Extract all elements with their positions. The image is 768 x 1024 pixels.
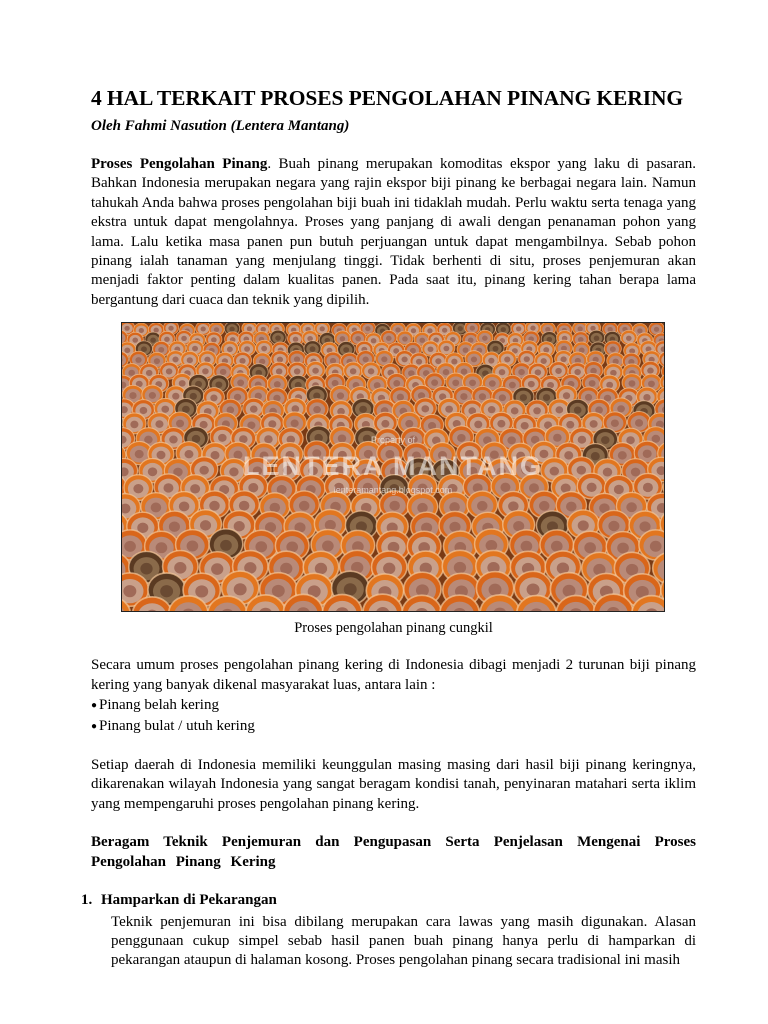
list-item: ● Pinang belah kering bbox=[91, 695, 696, 716]
numbered-item-heading bbox=[81, 891, 696, 910]
section-heading: Beragam Teknik Penjemuran dan Pengupasan Serta Penjelasan Mengenai Proses Pengolahan Pinang Kering bbox=[91, 834, 696, 870]
numbered-item-text: Teknik penjemuran ini bisa dibilang merupakan cara lawas yang masih digunakan. Alasan penggunaan cukup simpel sebab hasil panen buah pinang hanya perlu di hamparkan di pekarangan ataupun di halaman kosong. Proses pengolahan pinang secara tradisional ini masih bbox=[111, 913, 696, 969]
document-title: 4 HAL TERKAIT PROSES PENGOLAHAN PINANG KERING bbox=[91, 86, 684, 110]
intro-bold-term: Proses Pengolahan Pinang bbox=[91, 156, 268, 172]
item-title: Hamparkan di Pekarangan bbox=[101, 892, 277, 909]
general-paragraph: Secara umum proses pengolahan pinang kering di Indonesia dibagi menjadi 2 turunan biji pinang kering yang banyak dikenal masyarakat luas, antara lain : bbox=[91, 657, 696, 693]
watermark-top-text: Property of bbox=[370, 435, 416, 446]
areca-nut-photo bbox=[121, 322, 665, 612]
bullet-icon: ● bbox=[91, 721, 98, 733]
region-paragraph: Setiap daerah di Indonesia memiliki keunggulan masing masing dari hasil biji pinang keringnya, dikarenakan wilayah Indonesia yang sangat beragam kondisi tanah, penyinaran matahari serta iklim yang mempengaruhi proses pengolahan pinang kering. bbox=[91, 757, 696, 812]
watermark-url-text: lenteramantang.blogspot.com bbox=[333, 485, 453, 496]
document-page bbox=[81, 84, 696, 971]
pinang-type-list bbox=[91, 695, 696, 737]
author-line: Oleh Fahmi Nasution (Lentera Mantang) bbox=[91, 118, 350, 134]
figure-caption: Proses pengolahan pinang cungkil bbox=[294, 620, 493, 637]
list-item: ● Pinang bulat / utuh kering bbox=[91, 716, 696, 737]
bullet-icon: ● bbox=[91, 700, 98, 712]
intro-paragraph bbox=[91, 155, 696, 310]
item-number: 1. bbox=[81, 892, 93, 909]
watermark-text: LENTERA MANTANG bbox=[243, 451, 543, 482]
intro-text: . Buah pinang merupakan komoditas ekspor yang laku di pasaran. Bahkan Indonesia merupakan negara yang rajin ekspor biji pinang ke berbagai negara lain. Namun tahukah Anda bahwa proses pengolahan biji buah ini tidaklah mudah. Perlu waktu serta tenaga yang ekstra untuk dapat mengolahnya. Proses yang panjang di awali dengan penanaman pohon yang lama. Lalu ketika masa panen pun butuh perjuangan untuk dapat mengambilnya. Sebab pohon pinang ialah tanaman yang menjulang tinggi. Tidak berhenti di situ, proses penjemuran akan menjadi faktor penting dalam kualitas panen. Pada saat itu, pinang kering tahan berapa lama bergantung dari cuaca dan teknik yang dipilih. bbox=[91, 156, 696, 308]
